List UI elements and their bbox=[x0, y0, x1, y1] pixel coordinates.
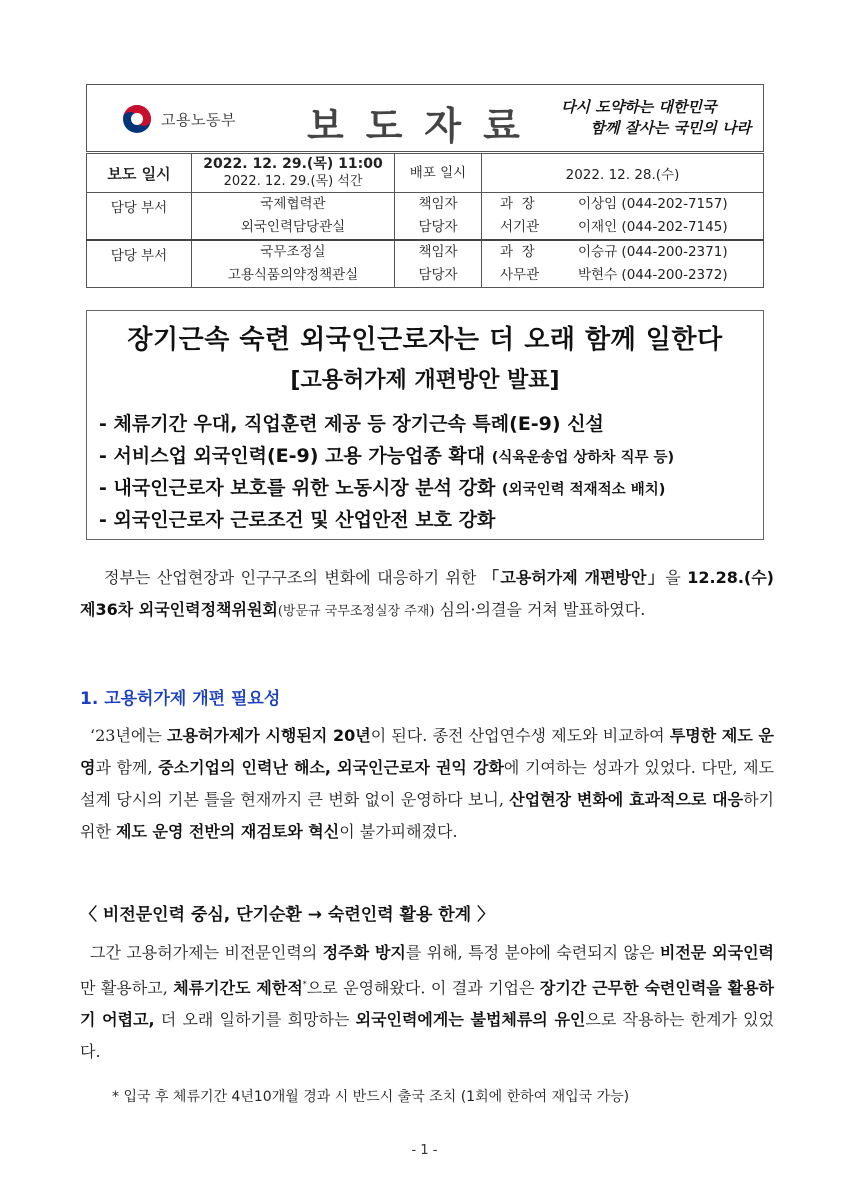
intro-paragraph bbox=[80, 562, 774, 628]
contact-roles bbox=[395, 240, 482, 288]
page-number: - 1 - bbox=[411, 1143, 438, 1158]
bold-run: 12.28.(수) 제36차 외국인력정책위원회 bbox=[80, 568, 774, 619]
release-edition: 2022. 12. 29.(목) 석간 bbox=[223, 174, 363, 189]
text-run: 더 오래 일하기를 희망하는 bbox=[154, 1010, 356, 1030]
contact-title: 과 장 bbox=[500, 196, 535, 212]
text-run: 만 활용하고, bbox=[80, 978, 174, 998]
department-row bbox=[87, 240, 764, 288]
bullet-note: (식육운송업 상하차 직무 등) bbox=[491, 450, 675, 466]
contact-role: 담당자 bbox=[418, 267, 458, 283]
taegeuk-icon bbox=[121, 103, 153, 135]
bold-run: 비전문 외국인력 bbox=[659, 943, 774, 962]
release-info-table bbox=[86, 153, 764, 288]
contact-entry bbox=[500, 216, 757, 239]
department-label: 담당 부서 bbox=[87, 240, 192, 288]
contact-entry bbox=[500, 241, 757, 264]
text-run: 과 함께, bbox=[95, 758, 159, 777]
headline-subtitle: [고용허가제 개편방안 발표] bbox=[290, 368, 560, 393]
department-line-1: 국제협력관 bbox=[260, 196, 326, 212]
contact-entry bbox=[500, 264, 757, 287]
contact-name-phone bbox=[578, 241, 728, 264]
department-name bbox=[192, 240, 395, 288]
contact-role: 책임자 bbox=[418, 196, 458, 212]
contact-details bbox=[482, 240, 764, 288]
contact-title: 서기관 bbox=[500, 219, 540, 235]
bold-run: 체류기간도 제한적 bbox=[173, 978, 303, 998]
bold-run: 「고용허가제 개편방안」 bbox=[482, 568, 666, 587]
slogan-line-2: 함께 잘사는 국민의 나라 bbox=[590, 119, 751, 137]
text-run: 에 기여하는 성과가 있었다. 다만, 제도 설계 당시의 기본 틀을 현재까지 큰 변화 없이 운영하다 보니, bbox=[80, 758, 774, 809]
contact-name-phone bbox=[578, 216, 728, 239]
bold-run: 외국인력에게는 불법체류의 유인 bbox=[355, 1010, 586, 1030]
contact-title: 사무관 bbox=[500, 267, 540, 283]
release-date-value bbox=[192, 154, 395, 193]
bullet-text: - 외국인근로자 근로조건 및 산업안전 보호 강화 bbox=[99, 509, 496, 531]
text-run: 을 bbox=[665, 568, 688, 587]
subsection-heading: 〈 비전문인력 중심, 단기순환 → 숙련인력 활용 한계 〉 bbox=[80, 905, 495, 925]
slogan-line-1: 다시 도약하는 대한민국 bbox=[561, 98, 717, 116]
document-type-title: 보도자료 bbox=[307, 104, 542, 148]
bullet-note: (외국인력 적재적소 배치) bbox=[501, 482, 666, 498]
government-slogan bbox=[551, 97, 751, 139]
contact-phone: (044-202-7157) bbox=[621, 196, 728, 212]
department-line-2: 외국인력담당관실 bbox=[240, 219, 346, 235]
text-run: 를 위해, 특정 분야에 숙련되지 않은 bbox=[405, 943, 660, 962]
section1-paragraph bbox=[80, 720, 774, 848]
bullet-text: - 내국인근로자 보호를 위한 노동시장 분석 강화 bbox=[99, 477, 502, 499]
contact-phone: (044-200-2371) bbox=[621, 244, 728, 260]
bold-run: 정주화 방지 bbox=[322, 943, 406, 962]
headline-box bbox=[86, 310, 764, 540]
footnote: * 입국 후 체류기간 4년10개월 경과 시 반드시 출국 조치 (1회에 한하여 재입국 가능) bbox=[112, 1089, 630, 1105]
section-heading: 1. 고용허가제 개편 필요성 bbox=[80, 689, 281, 709]
contact-phone: (044-202-7145) bbox=[621, 219, 728, 235]
contact-role: 담당자 bbox=[418, 219, 458, 235]
header-banner bbox=[86, 84, 764, 152]
bold-run: 제도 운영 전반의 재검토와 혁신 bbox=[116, 822, 340, 841]
distribute-date-label: 배포 일시 bbox=[395, 154, 482, 193]
contact-name: 이승규 bbox=[578, 244, 618, 260]
release-datetime: 2022. 12. 29.(목) 11:00 bbox=[203, 156, 383, 172]
text-run: 하기 위한 bbox=[80, 790, 774, 841]
text-run: 이 된다. 종전 산업연수생 제도와 비교하여 bbox=[370, 726, 670, 745]
bullet-text: - 서비스업 외국인력(E-9) 고용 가능업종 확대 bbox=[99, 445, 492, 467]
contact-name-phone bbox=[578, 193, 728, 216]
headline-bullet bbox=[99, 473, 755, 505]
text-run: 정부는 산업현장과 인구구조의 변화에 대응하기 위한 bbox=[104, 568, 483, 587]
text-run: 이 불가피해졌다. bbox=[339, 822, 458, 841]
headline-bullet bbox=[99, 505, 755, 537]
bold-run: 투명한 제도 운영 bbox=[80, 726, 774, 777]
text-run: ‘23년에는 bbox=[90, 726, 168, 745]
headline-bullet-list bbox=[99, 409, 755, 537]
footnote-marker: * bbox=[302, 980, 307, 989]
text-run: 으로 작용하는 한계가 있었다. bbox=[80, 1010, 774, 1062]
contact-phone: (044-200-2372) bbox=[621, 267, 728, 283]
contact-roles bbox=[395, 193, 482, 241]
contact-name-phone bbox=[578, 264, 728, 287]
department-label: 담당 부서 bbox=[87, 193, 192, 241]
bullet-text: - 체류기간 우대, 직업훈련 제공 등 장기근속 특례(E-9) 신설 bbox=[99, 413, 604, 435]
contact-details bbox=[482, 193, 764, 241]
ministry-logo bbox=[121, 103, 236, 135]
distribute-date-value: 2022. 12. 28.(수) bbox=[482, 154, 764, 193]
contact-name: 이재인 bbox=[578, 219, 618, 235]
department-line-2: 고용식품의약정책관실 bbox=[227, 267, 359, 283]
department-row bbox=[87, 193, 764, 241]
headline-bullet bbox=[99, 409, 755, 441]
release-date-label: 보도 일시 bbox=[87, 154, 192, 193]
bold-run: 장기간 근무한 숙련인력을 활용하기 어렵고, bbox=[80, 978, 775, 1030]
headline-title: 장기근속 숙련 외국인근로자는 더 오래 함께 일한다 bbox=[127, 325, 723, 355]
department-name bbox=[192, 193, 395, 241]
contact-title: 과 장 bbox=[500, 244, 535, 260]
text-run: 심의·의결을 거쳐 발표하였다. bbox=[434, 600, 646, 619]
text-run: 으로 운영해왔다. 이 결과 기업은 bbox=[306, 978, 540, 998]
bold-run: 중소기업의 인력난 해소, 외국인근로자 권익 강화 bbox=[158, 758, 504, 777]
bold-run: 고용허가제가 시행된지 20년 bbox=[167, 726, 371, 745]
release-date-row bbox=[87, 154, 764, 193]
headline-bullet bbox=[99, 441, 755, 473]
text-run: 그간 고용허가제는 비전문인력의 bbox=[90, 943, 323, 962]
contact-name: 박현수 bbox=[578, 267, 618, 283]
contact-role: 책임자 bbox=[418, 244, 458, 260]
subsection-paragraph bbox=[80, 937, 774, 1068]
bold-run: 산업현장 변화에 효과적으로 대응 bbox=[509, 790, 744, 809]
small-run: (방문규 국무조정실장 주재) bbox=[277, 604, 435, 619]
ministry-name: 고용노동부 bbox=[161, 110, 236, 129]
contact-name: 이상임 bbox=[578, 196, 618, 212]
contact-entry bbox=[500, 193, 757, 216]
department-line-1: 국무조정실 bbox=[260, 244, 326, 260]
